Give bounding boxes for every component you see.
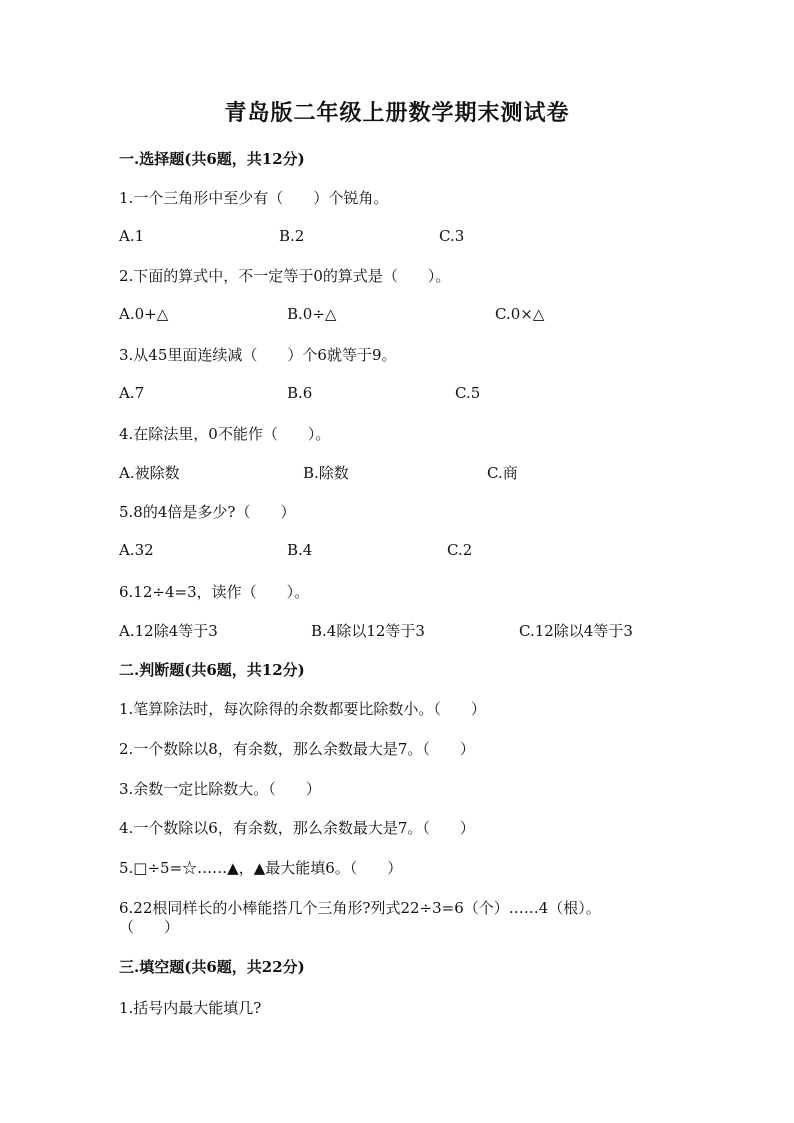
option-b: B.除数 [303,464,349,482]
option-b: B.6 [287,384,313,402]
option-c: C.3 [439,227,465,245]
option-c: C.商 [487,464,518,482]
section-heading-fill: 三.填空题(共6题，共22分) [119,958,305,976]
option-a: A.1 [119,227,145,245]
question-text: 1.一个三角形中至少有（ ）个锐角。 [119,189,389,207]
option-b: B.0÷△ [287,305,337,323]
option-b: B.4除以12等于3 [311,622,425,640]
option-a: A.7 [119,384,145,402]
question-text: 5.8的4倍是多少?（ ） [119,503,296,521]
question-text: 3.余数一定比除数大。（ ） [119,780,321,798]
section-heading-choice: 一.选择题(共6题，共12分) [119,150,305,168]
question-text: 1.笔算除法时，每次除得的余数都要比除数小。（ ） [119,700,486,718]
question-text: 2.一个数除以8，有余数，那么余数最大是7。（ ） [119,740,475,758]
answer-bracket: （ ） [119,918,180,936]
option-a: A.0+△ [119,305,169,323]
option-c: C.12除以4等于3 [519,622,633,640]
question-text: 5.□÷5=☆……▲，▲最大能填6。（ ） [119,859,403,877]
question-text: 6.22根同样长的小棒能搭几个三角形?列式22÷3=6（个）……4（根）。 [119,899,601,917]
option-c: C.0×△ [495,305,545,323]
question-text: 2.下面的算式中，不一定等于0的算式是（ ）。 [119,267,451,285]
exam-title: 青岛版二年级上册数学期末测试卷 [224,100,570,126]
option-c: C.2 [447,541,473,559]
question-text: 3.从45里面连续减（ ）个6就等于9。 [119,346,397,364]
question-text: 4.一个数除以6，有余数，那么余数最大是7。（ ） [119,819,475,837]
option-a: A.32 [119,541,154,559]
option-a: A.被除数 [119,464,180,482]
question-text: 4.在除法里，0不能作（ ）。 [119,425,331,443]
option-b: B.4 [287,541,313,559]
section-heading-judgement: 二.判断题(共6题，共12分) [119,661,305,679]
option-c: C.5 [455,384,481,402]
option-b: B.2 [279,227,305,245]
option-a: A.12除4等于3 [119,622,218,640]
question-text: 1.括号内最大能填几? [119,999,262,1017]
question-text: 6.12÷4=3，读作（ ）。 [119,583,310,601]
